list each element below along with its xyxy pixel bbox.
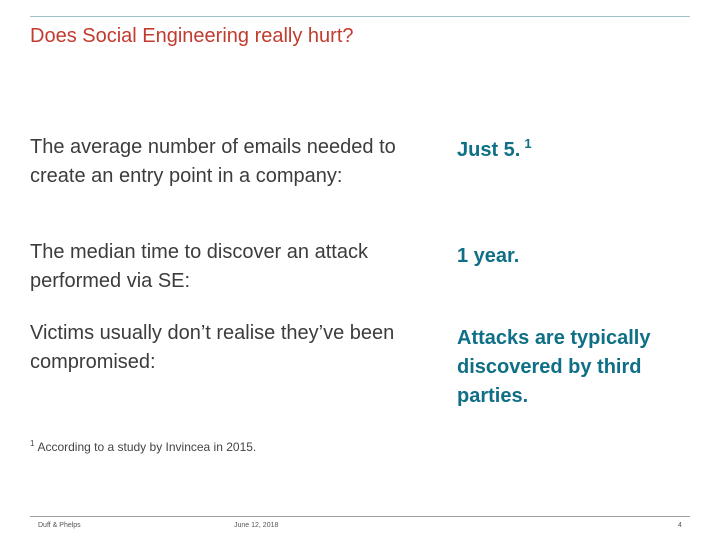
statement-emails: The average number of emails needed to create an entry point in a company: xyxy=(30,136,396,187)
statement-discovery-time: The median time to discover an attack performed via SE: xyxy=(30,241,368,292)
footnote-marker: 1 xyxy=(30,439,35,448)
answer-emails-text: Just 5. xyxy=(457,139,521,161)
answer-third-parties: Attacks are typically discovered by third parties. xyxy=(457,327,651,407)
top-divider xyxy=(30,16,690,17)
answer-discovery-time: 1 year. xyxy=(457,245,520,267)
footnote-reference: 1 xyxy=(524,136,532,152)
bottom-divider xyxy=(30,516,690,517)
slide-title: Does Social Engineering really hurt? xyxy=(30,25,354,47)
footer-company: Duff & Phelps xyxy=(38,522,81,529)
footer-date: June 12, 2018 xyxy=(234,522,279,529)
page-number: 4 xyxy=(678,522,682,529)
statement-victims: Victims usually don’t realise they’ve been compromised: xyxy=(30,322,395,373)
footnote-text: According to a study by Invincea in 2015. xyxy=(37,440,257,454)
answer-emails xyxy=(457,136,697,165)
footnote xyxy=(30,440,256,454)
